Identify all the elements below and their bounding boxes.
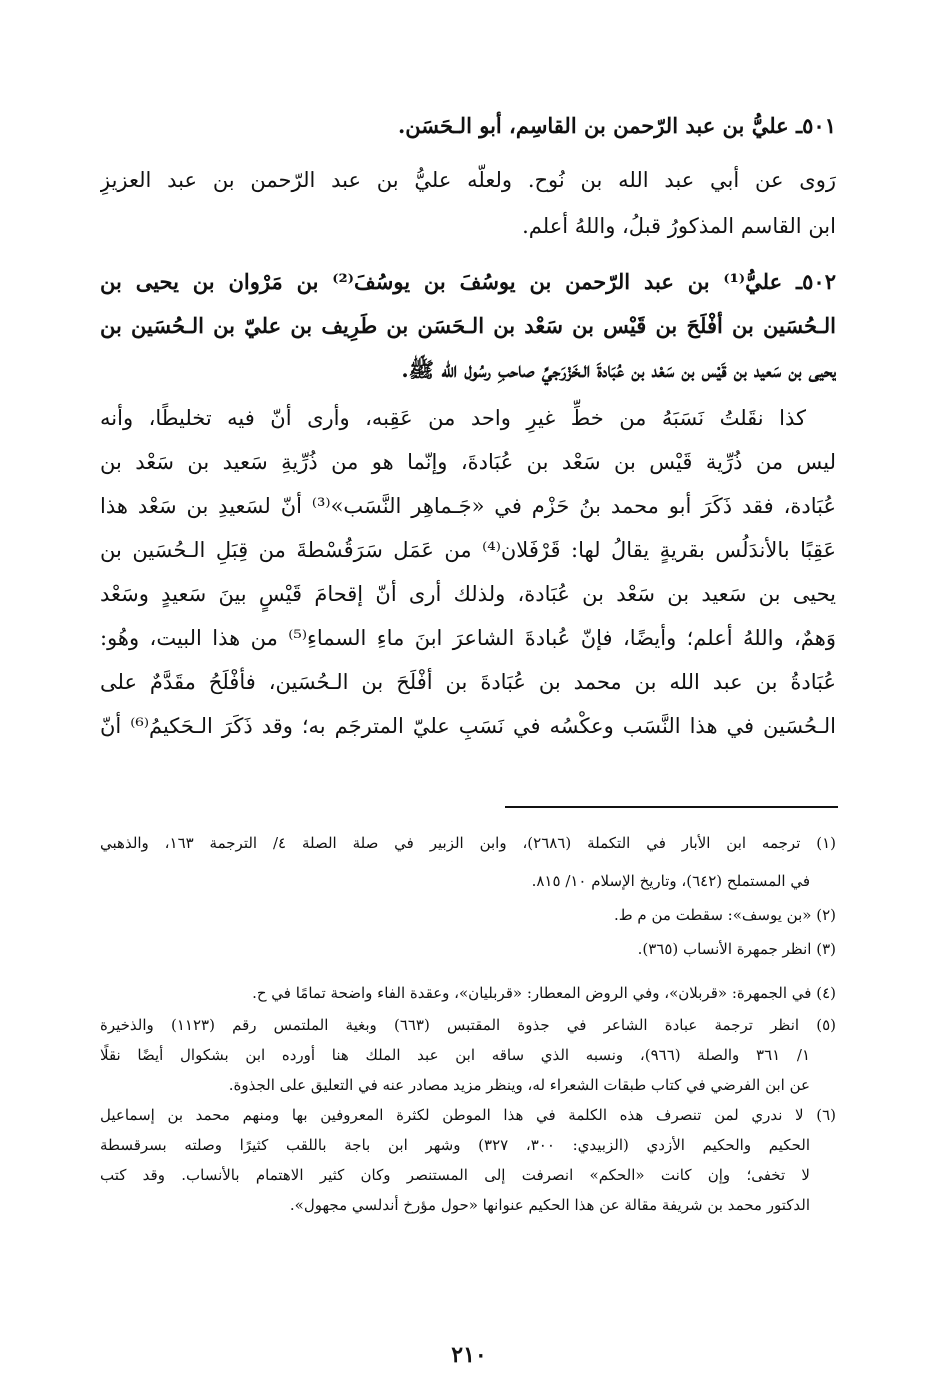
footnote-5-cont: عن ابن الفرضي في كتاب طبقات الشعراء له، وينظر مزيد مصادر عنه في التعليق على الجذوة. (228, 1076, 810, 1094)
entry-502-heading-cont: الـحُسَين بن أفْلَحَ بن قَيْس بن سَعْد بن الـحَسَن بن طَرِيف بن عليّ بن الـحُسَين بن (100, 313, 836, 338)
text-line: عَقِبًا بالأندَلُس بقريةٍ يقالُ لها: قَرْفَلان⁽⁴⁾ من عَمَل سَرَقُسْطةَ من قِبَلِ الـحُسَين بن (100, 538, 836, 562)
text-line: الـحُسَين في هذا النَّسَب وعكْسُه في نَسَبِ عليّ المترجَم به؛ وقد ذَكَرَ الـحَكيمُ⁽⁶⁾ أنّ (100, 714, 836, 738)
text-line: عُبَادةُ بن عبد الله بن محمد بن عُبَادةَ بن أفْلَحَ بن الـحُسَين، فأفْلَحُ مقَدَّمٌ على (100, 670, 836, 694)
footnote-5-cont: ١/ ٣٦١ والصلة (٩٦٦)، ونسبه الذي ساقه ابن عبد الملك هنا أورده ابن بشكوال أيضًا نقلًا (100, 1046, 810, 1064)
footnote-6: (٦) لا ندري لمن تنصرف هذه الكلمة في هذا الموطن لكثرة المعروفين بها ومنهم محمد بن إسماعيل (100, 1106, 836, 1124)
footnote-6-cont: الدكتور محمد بن شريفة مقالة عن هذا الحكيم عنوانها «حول مؤرخ أندلسي مجهول». (289, 1196, 810, 1214)
text-line: يحيى بن سَعيد بن سَعْد بن عُبَادة، ولذلك أرى أنّ إقحامَ قَيْسٍ بينَ سَعيدٍ وسَعْد (100, 582, 836, 606)
footnote-6-cont: الحكيم والحكيم الأزدي (الزبيدي: ٣٠٠، ٣٢٧) وشهر ابن باجة باللقب كثيرًا وصلته بسرقسطة (100, 1136, 810, 1154)
footnote-separator (505, 806, 838, 808)
page-number: ٢١٠ (451, 1342, 487, 1368)
footnote-6-cont: لا تخفى؛ وإن كانت «الحكم» انصرفت إلى المستنصر وكان كثير الاهتمام بالأنساب. وقد كتب (100, 1166, 810, 1184)
footnote-2: (٢) «بن يوسف»: سقطت من م ط. (614, 906, 836, 924)
entry-502-heading: ٥٠٢ـ عليُّ⁽¹⁾ بن عبد الرّحمن بن يوسُفَ بن يوسُفَ⁽²⁾ بن مَرْوان بن يحيى بن (100, 269, 836, 294)
footnote-1-cont: في المستملح (٦٤٢)، وتاريخ الإسلام ١٠/ ٨١٥. (531, 872, 810, 890)
footnote-5: (٥) انظر ترجمة عبادة الشاعر في جذوة المقتبس (٦٦٣) وبغية الملتمس رقم (١١٢٣) والذخيرة (100, 1016, 836, 1034)
footnote-3: (٣) انظر جمهرة الأنساب (٣٦٥). (637, 940, 836, 958)
text-line: عُبَادة، فقد ذَكَرَ أبو محمد بنُ حَزْم في «جَـماهِر النَّسَب»⁽³⁾ أنّ لسَعيدِ بن سَعْد هذا (100, 494, 836, 518)
text-line: رَوى عن أبي عبد الله بن نُوح. ولعلّه عليُّ بن عبد الرّحمن بن عبد العزيزِ (100, 168, 836, 192)
footnote-1: (١) ترجمه ابن الأبار في التكملة (٢٦٨٦)، وابن الزبير في صلة الصلة ٤/ الترجمة ١٦٣، والذهبي (100, 834, 836, 852)
paragraph-start: كذا نقَلتُ نَسَبَهُ من خطِّ غيرِ واحد من عَقِبه، وأرى أنّ فيه تخليطًا، وأنه (100, 406, 806, 430)
entry-501-heading: ٥٠١ـ عليُّ بن عبد الرّحمن بن القاسِم، أبو الـحَسَن. (397, 113, 836, 138)
footnote-4: (٤) في الجمهرة: «قربلان»، وفي الروض المعطار: «قربليان»، وعقدة الفاء واضحة تمامًا في ح. (252, 984, 836, 1002)
entry-502-heading-cont: يحيى بن سَعيد بن قَيْس بن سَعْد بن عُبَادةَ الـخَزْرَجيِّ صاحبِ رسُول الله ﷺ. (401, 357, 836, 382)
text-line: وَهمٌ، واللهُ أعلم؛ وأيضًا، فإنّ عُبادةَ الشاعرَ ابنَ ماءِ السماءِ⁽⁵⁾ من هذا البيت، وهُو: (100, 626, 836, 650)
text-line: ليس من ذُرِّية قَيْس بن سَعْد بن عُبَادةَ، وإنّما هو من ذُرِّيةِ سَعيد بن سَعْد بن (100, 450, 836, 474)
text-line: ابن القاسم المذكورُ قبلُ، واللهُ أعلم. (522, 214, 836, 238)
